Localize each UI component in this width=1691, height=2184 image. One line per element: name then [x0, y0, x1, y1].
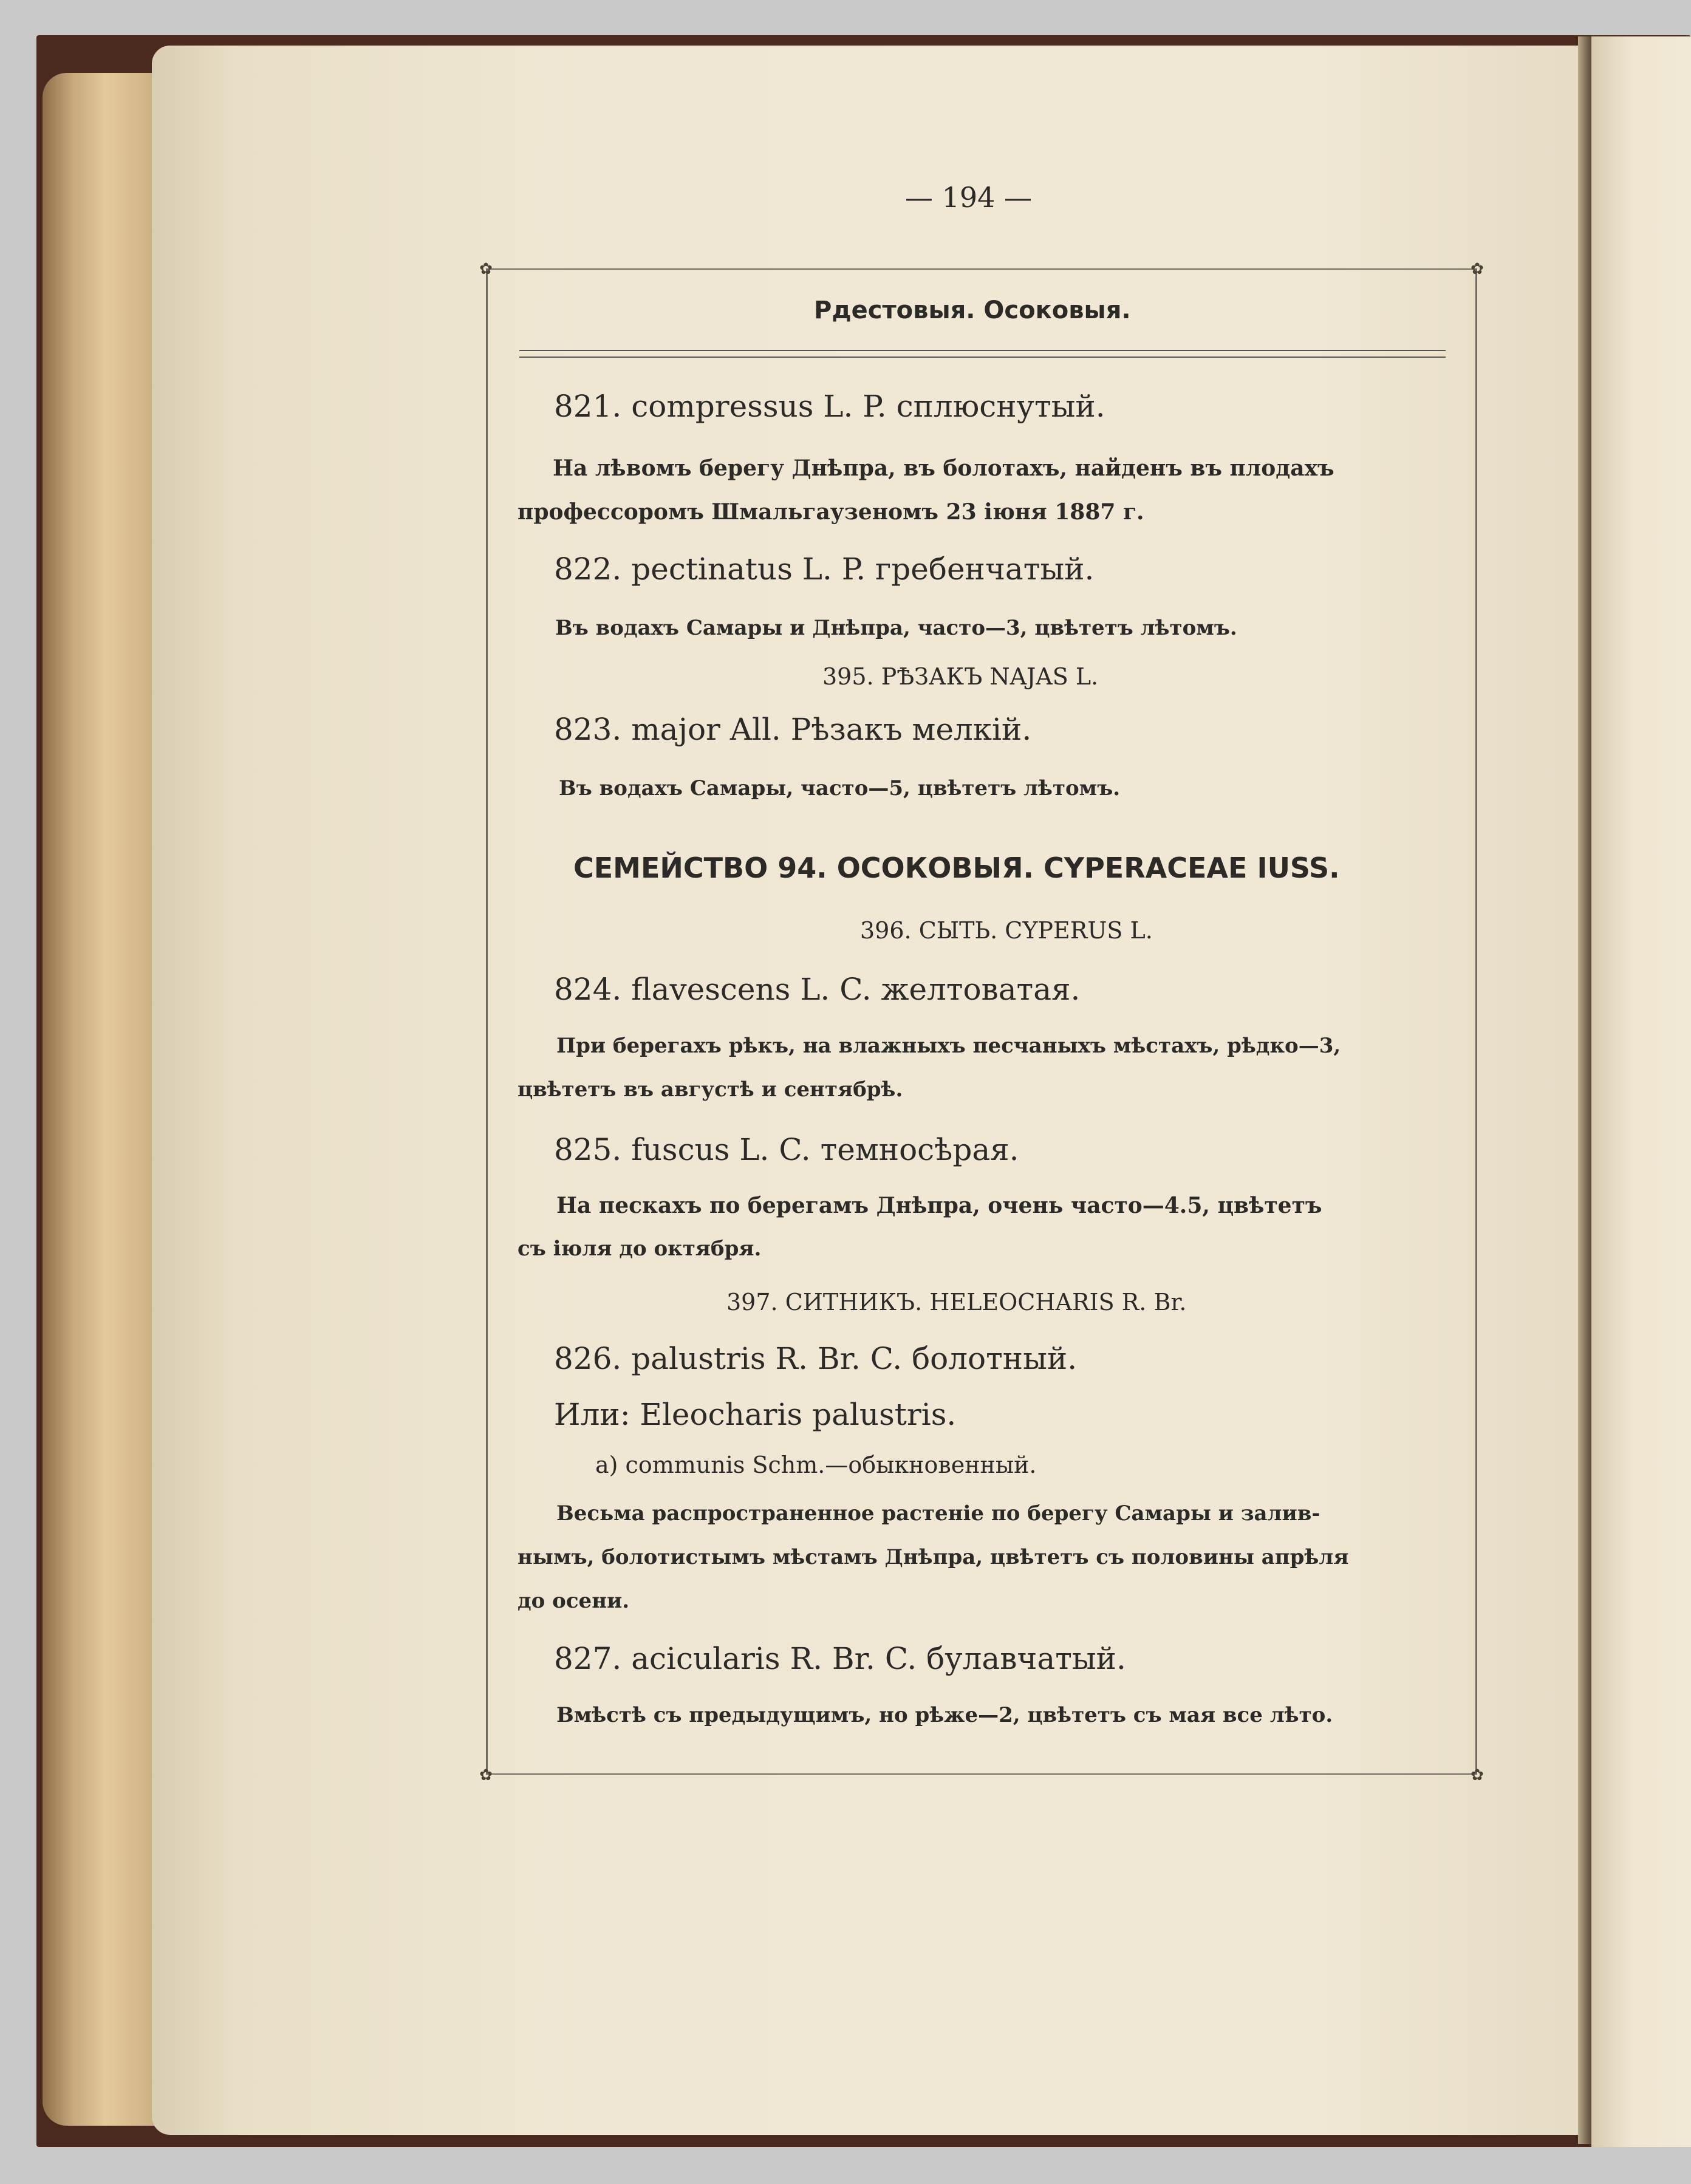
- description-line: Весьма распространенное растеніе по берегу Самары и залив-: [556, 1501, 1320, 1526]
- species-824: 824. flavescens L. C. желтоватая.: [554, 972, 1081, 1007]
- genus-395: 395. РѢЗАКЪ NAJAS L.: [822, 663, 1099, 690]
- corner-ornament-icon: ✿: [479, 260, 493, 278]
- header-rule: [519, 350, 1446, 358]
- genus-396: 396. СЫТЬ. CYPERUS L.: [860, 917, 1153, 944]
- description-line: Въ водахъ Самары и Днѣпра, часто—3, цвѣтетъ лѣтомъ.: [555, 616, 1237, 640]
- description-line: съ іюля до октября.: [518, 1237, 762, 1261]
- corner-ornament-icon: ✿: [1471, 260, 1484, 278]
- species-826: 826. palustris R. Br. C. болотный.: [554, 1341, 1078, 1376]
- description-line: цвѣтетъ въ августѣ и сентябрѣ.: [518, 1077, 903, 1102]
- species-827: 827. acicularis R. Br. C. булавчатый.: [554, 1641, 1126, 1676]
- description-line: На пескахъ по берегамъ Днѣпра, очень часто—4.5, цвѣтетъ: [556, 1193, 1322, 1218]
- species-825: 825. fuscus L. C. темносѣрая.: [554, 1132, 1019, 1167]
- species-822: 822. pectinatus L. P. гребенчатый.: [554, 551, 1095, 587]
- description-line: Въ водахъ Самары, часто—5, цвѣтетъ лѣтомъ.: [559, 776, 1121, 800]
- species-823: 823. major All. Рѣзакъ мелкій.: [554, 712, 1032, 747]
- corner-ornament-icon: ✿: [1471, 1766, 1484, 1784]
- description-line: Вмѣстѣ съ предыдущимъ, но рѣже—2, цвѣтетъ съ мая все лѣто.: [556, 1703, 1333, 1727]
- variety-line: a) communis Schm.—обыкновенный.: [595, 1452, 1037, 1478]
- corner-ornament-icon: ✿: [479, 1766, 493, 1784]
- page-number: — 194 —: [905, 181, 1033, 214]
- synonym-line: Или: Eleocharis palustris.: [554, 1397, 957, 1432]
- description-line: до осени.: [518, 1589, 630, 1613]
- genus-397: 397. СИТНИКЪ. HELEOCHARIS R. Br.: [726, 1289, 1187, 1316]
- species-821: 821. compressus L. P. сплюснутый.: [554, 389, 1105, 424]
- family-94-heading: СЕМЕЙСТВО 94. ОСОКОВЫЯ. CYPERACEAE IUSS.: [573, 851, 1340, 884]
- description-line: При берегахъ рѣкъ, на влажныхъ песчаныхъ мѣстахъ, рѣдко—3,: [556, 1034, 1341, 1058]
- section-header: Рдестовыя. Осоковыя.: [814, 296, 1131, 324]
- description-line: На лѣвомъ берегу Днѣпра, въ болотахъ, найденъ въ плодахъ: [553, 456, 1334, 481]
- description-line: нымъ, болотистымъ мѣстамъ Днѣпра, цвѣтетъ съ половины апрѣля: [518, 1545, 1349, 1569]
- facing-page: [1591, 36, 1691, 2147]
- description-line: профессоромъ Шмальгаузеномъ 23 іюня 1887 г.: [518, 499, 1144, 525]
